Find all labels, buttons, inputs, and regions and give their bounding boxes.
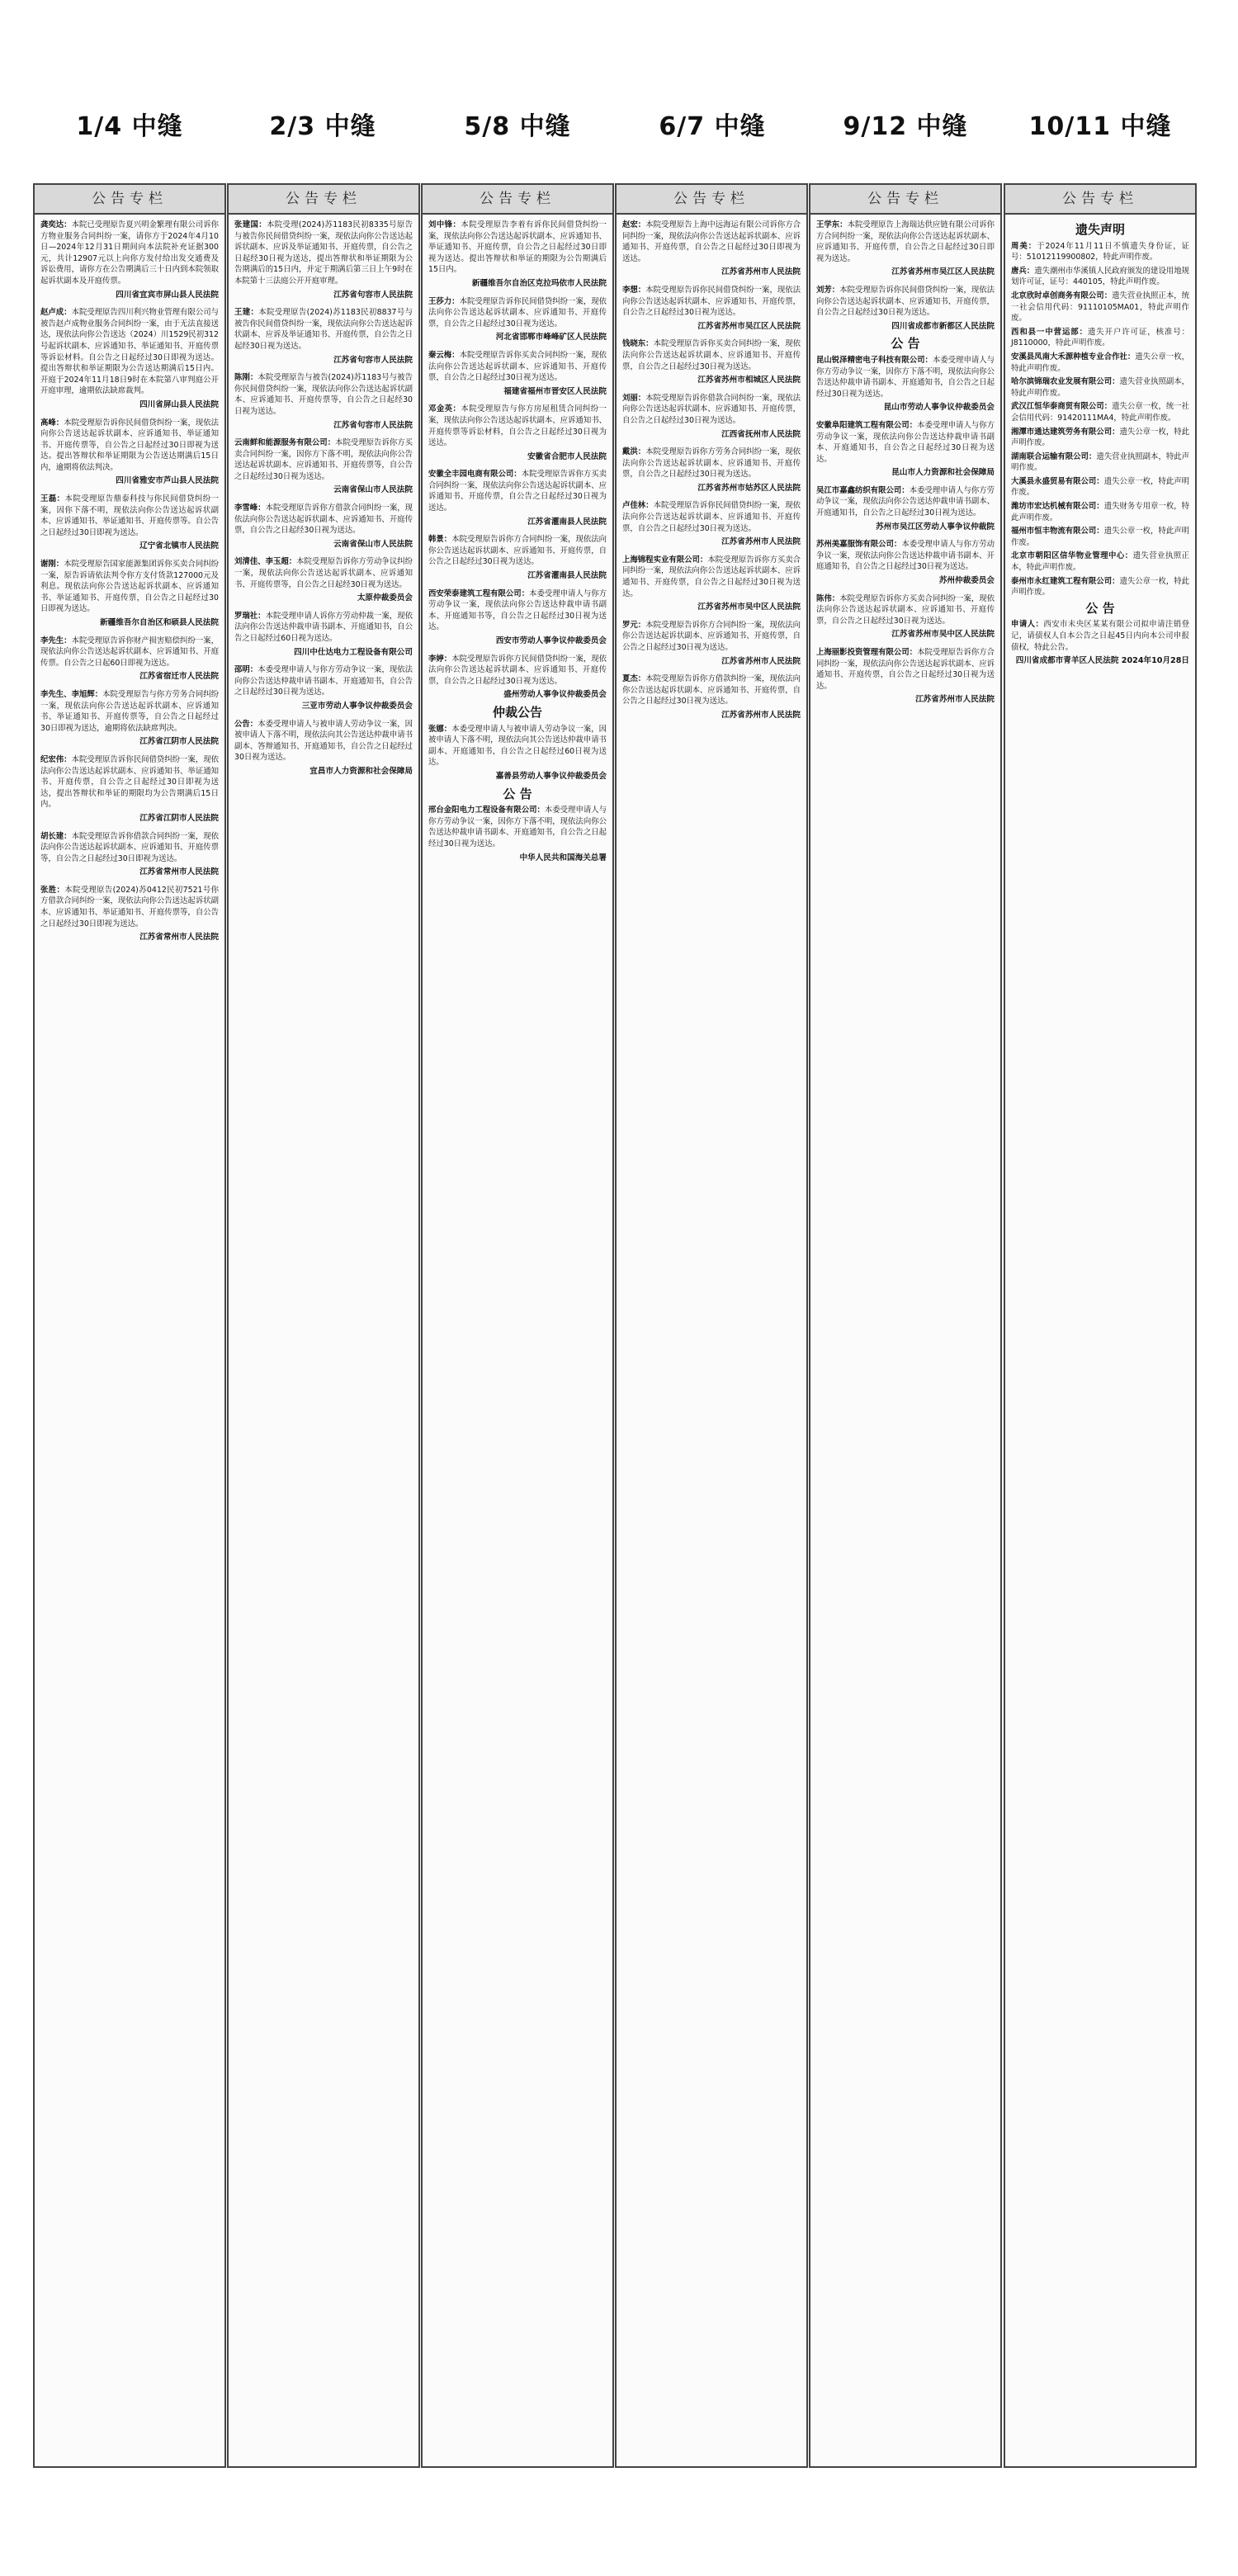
- notice-text: 本院受理原告诉你借款合同纠纷一案，现依法向你公告送达起诉状副本、应诉通知书、开庭传票等，自公告之日起经过30日即视为送达。: [40, 831, 219, 863]
- notice-addressee: 张娜：: [428, 724, 452, 734]
- notice-addressee: 李婷：: [428, 654, 452, 664]
- notice-text: 本院受理原告(2024)苏1183民初8837号与被告你民间借贷纠纷一案，现依法向你公告送达起诉状副本、应诉及举证通知书、开庭传票，自公告之日起经30日视为送达。: [234, 308, 413, 351]
- notice-text: 本委受理申请人与你方劳动争议一案，现依法向你公告送达仲裁申请书副本、开庭通知书，自公告之日起经过30日视为送达。: [234, 665, 413, 697]
- notice-paragraph: [428, 220, 607, 276]
- notice-paragraph: [1011, 619, 1189, 653]
- notice-issuer: 江苏省苏州市吴江区人民法院: [697, 321, 801, 331]
- heading-6-7: 6/7 中缝: [659, 112, 766, 141]
- notice-paragraph: [40, 220, 219, 287]
- notice-addressee: 哈尔滨锦瑞农业发展有限公司：: [1011, 377, 1120, 387]
- notice-text: 西安市未央区某某有限公司拟申请注销登记，请债权人自本公告之日起45日内向本公司申报债权，特此公告。: [1011, 620, 1189, 652]
- notice-addressee: 云南鲜和能源服务有限公司：: [234, 438, 336, 448]
- notice-paragraph: [234, 372, 413, 417]
- notice-paragraph: [428, 724, 607, 768]
- notice-paragraph: [622, 393, 801, 427]
- notice-addressee: 刘丽：: [622, 393, 646, 403]
- notice-paragraph: [1011, 526, 1189, 548]
- notice-addressee: 上海丽影投资管理有限公司：: [816, 648, 918, 657]
- notice-paragraph: [1011, 551, 1189, 573]
- strip-body: [423, 215, 612, 875]
- notice-text: 遗失财务专用章一枚，特此声明作废。: [1011, 502, 1189, 522]
- notice-paragraph: [428, 404, 607, 448]
- notice-addressee: 湘潭市通达建筑劳务有限公司：: [1011, 427, 1120, 437]
- notice-text: 本委受理申请人与你方劳动争议一案，现依法向你公告送达仲裁申请书副本、开庭通知书，自公告之日起经过30日视为送达。: [816, 485, 995, 518]
- notice-addressee: 安溪县凤南大禾源种植专业合作社：: [1011, 352, 1136, 362]
- notice-text: 本院受理原告诉你买卖合同纠纷一案，现依法向你公告送达起诉状副本、应诉通知书、开庭传票，自公告之日起经过30日视为送达。: [622, 339, 801, 371]
- notice-text: 本院受理原告上海瑞达供应链有限公司诉你方合同纠纷一案，现依法向你公告送达起诉状副本、应诉通知书、开庭传票，自公告之日起经过30日即视为送达。: [816, 220, 995, 263]
- notice-text: 本院受理原告诉你方合同纠纷一案，现依法向你公告送达起诉状副本、应诉通知书、开庭传票，自公告之日起经过30日视为送达。: [816, 648, 995, 691]
- notice-addressee: 罗瑞社：: [234, 611, 266, 621]
- notice-issuer: 安徽省合肥市人民法院: [527, 451, 607, 461]
- notice-paragraph: [428, 350, 607, 384]
- notice-paragraph: [622, 220, 801, 264]
- notice-addressee: 龚奕达：: [40, 220, 72, 229]
- strip-title: 公告专栏: [1005, 185, 1195, 215]
- notice-issuer: 四川省雅安市芦山县人民法院: [116, 476, 219, 486]
- notice-addressee: 唐兵：: [1011, 266, 1035, 276]
- heading-10-11: 10/11 中缝: [1028, 112, 1172, 141]
- notice-text: 本院受理原告四川利兴物业管理有限公司与被告赵卢成物业服务合同纠纷一案，由于无法直接送达，现依法向你公告送达（2024）川1529民初312号起诉状副本、应诉通知书、举证通知书、开庭传票等诉讼材料。自公告之日起经过30日即视为送达。提出答辩状和举证期限为公告送达期满后15日内。开庭于2024年11月18日9时在本院第八审判庭公开开庭审理，逾期依法缺席裁判。: [40, 308, 219, 396]
- notice-issuer: 江苏省苏州市姑苏区人民法院: [697, 483, 801, 493]
- notice-paragraph: [1011, 291, 1189, 324]
- notice-subtitle: 公 告: [1085, 600, 1115, 616]
- notice-text: 本院受理原告国家能源集团诉你买卖合同纠纷一案，原告诉请依法判令你方支付货款127000元及利息。现依法向你公告送达起诉状副本、应诉通知书、举证通知书、开庭传票，自公告之日起经过30日即视为送达。: [40, 560, 219, 614]
- strip-body: [229, 215, 418, 789]
- notice-text: 本院受理原告诉你民间借贷纠纷一案，现依法向你公告送达起诉状副本、应诉通知书、开庭传票，自公告之日起经过30日视为送达。: [622, 501, 801, 533]
- notice-paragraph: [622, 500, 801, 534]
- notice-text: 本院已受理原告夏兴明金繁理有限公司诉你方物业服务合同纠纷一案，请你方于2024年4月10日—2024年12月31日期间向本法院补充证据300元，共计12907元以上向你方发付给出发交通费及诉讼费用，请你方在公告期满后三十日内到本院领取起诉状副本及开庭传票。: [40, 220, 219, 286]
- notice-addressee: 李想：: [622, 285, 646, 295]
- notice-addressee: 西安荣泰建筑工程有限公司：: [428, 588, 530, 598]
- notice-text: 遗失营业执照副本，特此声明作废。: [1011, 451, 1189, 473]
- notice-paragraph: [40, 831, 219, 865]
- notice-paragraph: [234, 556, 413, 590]
- notice-addressee: 谢刚：: [40, 560, 64, 570]
- notice-paragraph: [816, 539, 995, 573]
- notice-issuer: 云南省保山市人民法院: [333, 485, 413, 495]
- notice-paragraph: [816, 647, 995, 692]
- notice-addressee: 刘芳：: [816, 285, 840, 295]
- notice-addressee: 湖南联合运输有限公司：: [1011, 451, 1097, 461]
- notice-paragraph: [816, 220, 995, 264]
- notice-addressee: 邢台金阳电力工程设备有限公司：: [428, 806, 545, 815]
- notice-text: 本委受理申请人与你方劳动争议一案，现依法向你公告送达仲裁申请书副本、开庭通知书，自公告之日起经过30日视为送达。: [816, 540, 995, 572]
- notice-paragraph: [1011, 501, 1189, 523]
- notice-paragraph: [1011, 476, 1189, 499]
- notice-text: 本院受理原告诉你财产损害赔偿纠纷一案，现依法向你公告送达起诉状副本、应诉通知书、开庭传票。自公告之日起60日即视为送达。: [40, 636, 219, 668]
- notice-subtitle: 遗失声明: [1075, 222, 1125, 237]
- strip-body: [35, 215, 224, 955]
- notice-text: 本院受理原告诉你借款合同纠纷一案，现依法向你公告送达起诉状副本、应诉通知书、开庭传票，自公告之日起经过30日视为送达。: [622, 393, 801, 425]
- notice-issuer: 新疆维吾尔自治区克拉玛依市人民法院: [471, 278, 607, 288]
- notice-paragraph: [1011, 401, 1189, 423]
- notice-text: 遗失公章一枚，特此声明作废。: [1011, 527, 1189, 547]
- notice-text: 遗失公章一枚，特此声明作废。: [1011, 476, 1189, 498]
- notice-issuer: 江苏省句容市人民法院: [333, 420, 413, 430]
- notice-issuer: 福建省福州市晋安区人民法院: [503, 386, 607, 396]
- notice-paragraph: [1011, 451, 1189, 474]
- notice-subtitle: 公 告: [891, 336, 920, 352]
- notice-text: 本院受理原告诉你民间借贷纠纷一案，现依法向你公告送达起诉状副本、应诉通知书、开庭传票，自公告之日起经过30日视为送达。: [622, 285, 801, 318]
- notice-addressee: 安徽阜阳建筑工程有限公司：: [816, 420, 918, 430]
- notice-addressee: 赵卢成：: [40, 308, 72, 318]
- notice-addressee: 陈刚：: [234, 373, 258, 383]
- notice-issuer: 江苏省江阴市人民法院: [139, 737, 219, 747]
- notice-paragraph: [234, 664, 413, 698]
- notice-issuer: 昆山市人力资源和社会保障局: [891, 468, 995, 478]
- notice-paragraph: [1011, 576, 1189, 598]
- notice-strip-4: [615, 183, 808, 2468]
- notice-text: 遗失公章一枚，特此声明作废。: [1011, 427, 1189, 448]
- notice-paragraph: [816, 485, 995, 519]
- notice-paragraph: [622, 338, 801, 372]
- notice-text: 本委受理申请人与你方劳动争议一案，因你方下落不明，现依法向你公告送达仲裁申请书副本、开庭通知书，自公告之日起经过30日视为送达。: [816, 355, 995, 399]
- notice-paragraph: [234, 503, 413, 536]
- heading-5-8: 5/8 中缝: [464, 112, 571, 141]
- notice-issuer: 河北省邯郸市峰峰矿区人民法院: [495, 333, 607, 343]
- notice-addressee: 潍坊市宏达机械有限公司：: [1011, 502, 1104, 512]
- notice-text: 本院受理原告诉你民间借贷纠纷一案，现依法向你公告送达起诉状副本、应诉通知书、开庭传票，自公告之日起经过30日视为送达。: [428, 296, 607, 328]
- notice-issuer: 苏州市吴江区劳动人事争议仲裁院: [876, 522, 995, 532]
- notice-addressee: 武汉江恒华泰商贸有限公司：: [1011, 402, 1113, 412]
- notice-issuer: 盛州劳动人事争议仲裁委员会: [503, 690, 607, 700]
- notice-text: 本院受理申请人诉你方劳动仲裁一案，现依法向你公告送达仲裁申请书副本、开庭通知书，自公告之日起经过60日视为送达。: [234, 611, 413, 643]
- notice-paragraph: [234, 611, 413, 645]
- notice-paragraph: [40, 307, 219, 397]
- notice-issuer: 四川省宜宾市屏山县人民法院: [116, 290, 219, 300]
- notice-text: 遗失公章一枚，统一社会信用代码：91420111MA4，特此声明作废。: [1011, 402, 1189, 423]
- notice-text: 本院受理原告诉你买卖合同纠纷一案，现依法向你公告送达起诉状副本、应诉通知书、开庭传票，自公告之日起经过30日视为送达。: [428, 350, 607, 383]
- notice-addressee: 邓金英：: [428, 404, 461, 414]
- notice-paragraph: [1011, 241, 1189, 263]
- notice-text: 本院受理原告李着有诉你民间借贷纠纷一案，现依法向你公告送达起诉状副本、应诉通知书、举证通知书、开庭传票，自公告之日起经过30日即视为送达。提出答辩状和举证的期限为公告期满后15日内。: [428, 220, 607, 275]
- notice-text: 遗失公章一枚，特此声明作废。: [1011, 576, 1189, 598]
- notice-text: 本院受理原告诉你民间借贷纠纷一案，现依法向你公告送达起诉状副本、应诉通知书、举证通知书、开庭传票，自公告之日起经过30日即视为送达，提出答辩状和举证的期限均为公告期满后15日内。: [40, 754, 219, 810]
- notice-text: 本院受理原告鼎泰科技与你民间借贷纠纷一案，因你下落不明，现依法向你公告送达起诉状副本、应诉通知书、举证通知书、开庭传票等。自公告之日起经过30日即视为送达。: [40, 494, 219, 537]
- notice-addressee: 上海锦程实业有限公司：: [622, 555, 708, 565]
- notice-text: 遗失潮州市华溪镇人民政府颁发的建设用地规划许可证，证号：440105，特此声明作废。: [1011, 266, 1189, 287]
- notice-addressee: 纪宏伟：: [40, 754, 72, 764]
- heading-9-12: 9/12 中缝: [843, 112, 968, 141]
- notice-addressee: 吴江市嘉鑫纺织有限公司：: [816, 485, 910, 495]
- notice-paragraph: [40, 885, 219, 929]
- notice-paragraph: [40, 689, 219, 734]
- notice-addressee: 王磊：: [40, 494, 65, 504]
- notice-text: 本院受理原告与你方劳务合同纠纷一案，现依法向你公告送达起诉状副本、应诉通知书、举证通知书、开庭传票等，自公告之日起经过30日即视为送达，逾期将依法缺席判决。: [40, 689, 219, 733]
- notice-paragraph: [428, 805, 607, 849]
- notice-paragraph: [40, 559, 219, 615]
- heading-1-4: 1/4 中缝: [76, 112, 183, 141]
- notice-issuer: 四川中仕达电力工程设备有限公司: [294, 647, 413, 657]
- notice-text: 本院受理原告诉你方买卖合同纠纷一案，现依法向你公告送达起诉状副本、应诉通知书、开庭传票，自公告之日起经过30日视为送达。: [622, 555, 801, 598]
- notice-text: 本院受理原告诉你方借款纠纷一案，现依法向你公告送达起诉状副本、应诉通知书、开庭传票，自公告之日起经过30日视为送达。: [622, 674, 801, 707]
- notice-issuer: 四川省成都市青羊区人民法院 2024年10月28日: [1015, 656, 1189, 666]
- notice-text: 遗失营业执照正本，统一社会信用代码：91110105MA01，特此声明作废。: [1011, 291, 1189, 324]
- notice-addressee: 邵明：: [234, 665, 258, 675]
- strip-body: [617, 215, 806, 733]
- notice-addressee: 昆山锐泽精密电子科技有限公司：: [816, 355, 933, 365]
- notice-addressee: 北京市朝阳区信华物业管理中心：: [1011, 551, 1133, 561]
- strip-title: 公告专栏: [423, 185, 612, 215]
- notice-paragraph: [428, 654, 607, 688]
- notice-addressee: 钱晓东：: [622, 339, 654, 349]
- notice-issuer: 四川省屏山县人民法院: [139, 399, 219, 409]
- notice-text: 本委受理申请人与你方劳动争议一案，现依法向你公告送达仲裁申请书副本、开庭通知书，自公告之日起经过30日视为送达。: [816, 420, 995, 464]
- notice-addressee: 李先生：: [40, 636, 72, 645]
- notice-issuer: 昆山市劳动人事争议仲裁委员会: [883, 403, 995, 413]
- notice-addressee: 福州市恒丰物流有限公司：: [1011, 527, 1104, 536]
- notice-issuer: 江苏省苏州市人民法院: [721, 710, 801, 720]
- notice-issuer: 江苏省苏州市吴中区人民法院: [697, 603, 801, 612]
- notice-paragraph: [816, 355, 995, 399]
- notice-addressee: 卢佳林：: [622, 501, 654, 511]
- notice-addressee: 安徽全丰园电商有限公司：: [428, 470, 522, 480]
- notice-issuer: 宜昌市人力资源和社会保障局: [310, 766, 413, 776]
- notice-issuer: 中华人民共和国海关总署: [519, 853, 607, 863]
- notice-paragraph: [234, 307, 413, 352]
- notice-text: 本院受理原告诉你方买卖合同纠纷一案，因你方下落不明，现依法向你公告送达起诉状副本、应诉通知书、开庭传票等，自公告之日起经过30日视为送达。: [234, 438, 413, 481]
- notice-paragraph: [1011, 266, 1189, 288]
- notice-paragraph: [40, 494, 219, 538]
- notice-issuer: 辽宁省北镇市人民法院: [139, 541, 219, 551]
- notice-issuer: 江苏省苏州市人民法院: [915, 695, 995, 705]
- notice-paragraph: [622, 674, 801, 707]
- notice-paragraph: [234, 437, 413, 482]
- notice-text: 遗失开户许可证，核准号：J8110000，特此声明作废。: [1011, 327, 1189, 348]
- notice-issuer: 江苏省苏州市人民法院: [721, 267, 801, 277]
- notice-issuer: 太原仲裁委员会: [357, 593, 413, 603]
- notice-paragraph: [234, 719, 413, 763]
- notice-paragraph: [428, 588, 607, 633]
- strip-title: 公告专栏: [617, 185, 806, 215]
- notice-text: 本院受理原告诉你方合同纠纷一案，现依法向你公告送达起诉状副本、应诉通知书、开庭传票，自公告之日起经过30日视为送达。: [622, 620, 801, 652]
- notice-text: 本委受理申请人与被申请人劳动争议一案，因被申请人下落不明，现依法向其公告送达仲裁申请书副本、开庭通知书，自公告之日起经过60日视为送达。: [428, 724, 607, 768]
- notice-issuer: 江苏省苏州市人民法院: [721, 537, 801, 547]
- notice-issuer: 江苏省灌南县人民法院: [527, 571, 607, 581]
- notice-paragraph: [622, 447, 801, 480]
- notice-text: 遗失公章一枚，特此声明作废。: [1011, 352, 1189, 373]
- notice-strip-5: [809, 183, 1002, 2468]
- notice-text: 于2024年11月11日不慎遗失身份证，证号：51012119900802，特此声明作废。: [1011, 241, 1189, 262]
- notice-text: 本院受理原告(2024)苏0412民初7521号你方借款合同纠纷一案，现依法向你公告送达起诉状副本、应诉通知书、举证通知书、开庭传票等，自公告之日起经过30日即视为送达。: [40, 885, 219, 929]
- notice-issuer: 云南省保山市人民法院: [333, 539, 413, 549]
- notice-text: 本院受理(2024)苏1183民初8335号原告与被告你民间借贷纠纷一案，现依法向你公告送达起诉状副本、应诉及举证通知书、开庭传票，自公告之日起经30日视为送达，提出答辩状和举证期限为公告期满后的15日内，并定于期满后第三日上午9时在本院第十三法庭公开开庭审理。: [234, 220, 413, 286]
- notice-addressee: 申请人：: [1011, 620, 1044, 630]
- notice-addressee: 胡长建：: [40, 831, 72, 841]
- notice-text: 遗失营业执照正本，特此声明作废。: [1011, 551, 1189, 573]
- notice-text: 本委受理申请人与你方劳动争议一案，因你方下落不明，现依法向你公告送达仲裁申请书副本、开庭通知书，自公告之日起经过30日视为送达。: [428, 806, 607, 848]
- notice-text: 本委受理申请人与被申请人劳动争议一案，因被申请人下落不明，现依法向其公告送达仲裁申请书副本、答辩通知书、开庭通知书，自公告之日起经过30日视为送达。: [234, 719, 413, 763]
- notice-text: 本院受理原告诉你方劳务合同纠纷一案，现依法向你公告送达起诉状副本、应诉通知书、开庭传票，自公告之日起经过30日视为送达。: [622, 447, 801, 480]
- notice-addressee: 戴洪：: [622, 447, 646, 457]
- strip-title: 公告专栏: [229, 185, 418, 215]
- notice-strip-3: [421, 183, 614, 2468]
- notice-addressee: 张胜：: [40, 885, 65, 895]
- notice-paragraph: [622, 285, 801, 319]
- notice-paragraph: [40, 418, 219, 474]
- notice-addressee: 韩景：: [428, 535, 452, 545]
- notice-strip-1: [33, 183, 226, 2468]
- notice-addressee: 大溪县永盛贸易有限公司：: [1011, 476, 1104, 486]
- notice-issuer: 江苏省江阴市人民法院: [139, 813, 219, 823]
- notice-paragraph: [1011, 352, 1189, 374]
- notice-issuer: 三亚市劳动人事争议仲裁委员会: [301, 701, 413, 711]
- notice-text: 本院受理原告与你方房屋租赁合同纠纷一案，现依法向你公告送达起诉状副本、应诉通知书、开庭传票等诉讼材料，自公告之日起经过30日视为送达。: [428, 404, 607, 448]
- strip-body: [810, 215, 1000, 717]
- strip-body: [1005, 215, 1195, 678]
- notice-text: 本院受理原告诉你民间借贷纠纷一案，现依法向你公告送达起诉状副本、应诉通知书、开庭传票，自公告之日起经过30日视为送达。: [816, 285, 995, 318]
- notice-issuer: 嘉善县劳动人事争议仲裁委员会: [495, 771, 607, 781]
- notice-issuer: 江苏省苏州市人民法院: [721, 656, 801, 666]
- notice-issuer: 江苏省句容市人民法院: [333, 290, 413, 300]
- notice-paragraph: [622, 620, 801, 654]
- notice-issuer: 江苏省句容市人民法院: [333, 355, 413, 365]
- notice-issuer: 苏州仲裁委员会: [938, 576, 995, 586]
- notice-paragraph: [428, 296, 607, 330]
- notice-paragraph: [1011, 376, 1189, 399]
- notice-paragraph: [816, 285, 995, 319]
- strip-title: 公告专栏: [35, 185, 224, 215]
- notice-subtitle: 仲裁公告: [492, 704, 542, 720]
- notice-text: 本院受理原告诉你方买卖合同纠纷一案，现依法向你公告送达起诉状副本、应诉通知书、开庭传票，自公告之日起经过30日视为送达。: [428, 470, 607, 513]
- notice-addressee: 秦云梅：: [428, 350, 460, 360]
- notice-addressee: 李雪峰：: [234, 503, 266, 513]
- notice-addressee: 西和县一中营运部：: [1011, 327, 1088, 337]
- notice-addressee: 北京欣时卓创商务有限公司：: [1011, 291, 1113, 300]
- notice-paragraph: [40, 754, 219, 811]
- notice-addressee: 夏杰：: [622, 674, 646, 684]
- notice-paragraph: [40, 636, 219, 669]
- heading-2-3: 2/3 中缝: [269, 112, 376, 141]
- notice-issuer: 江苏省常州市人民法院: [139, 933, 219, 943]
- notice-addressee: 赵宏：: [622, 220, 646, 229]
- notice-addressee: 刘清佳、李玉超：: [234, 557, 297, 567]
- notice-subtitle: 公 告: [503, 786, 532, 801]
- notice-issuer: 江苏省宿迁市人民法院: [139, 672, 219, 682]
- notice-addressee: 苏州美嘉服饰有限公司：: [816, 540, 902, 550]
- notice-addressee: 高峰：: [40, 418, 64, 428]
- notice-issuer: 新疆维吾尔自治区和硕县人民法院: [100, 618, 219, 627]
- notice-issuer: 江苏省灌南县人民法院: [527, 517, 607, 527]
- notice-strip-2: [227, 183, 420, 2468]
- notice-paragraph: [816, 420, 995, 465]
- notice-paragraph: [234, 220, 413, 287]
- notice-paragraph: [428, 469, 607, 513]
- notice-issuer: 四川省成都市新都区人民法院: [891, 321, 995, 331]
- notice-text: 本院受理原告诉你方买卖合同纠纷一案，现依法向你公告送达起诉状副本、应诉通知书、开庭传票，自公告之日起经过30日视为送达。: [816, 593, 995, 626]
- notice-addressee: 王莎力：: [428, 296, 460, 306]
- notice-paragraph: [816, 593, 995, 627]
- notice-addressee: 李先生、李旭辉：: [40, 689, 103, 699]
- notice-issuer: 江苏省苏州市吴中区人民法院: [891, 630, 995, 640]
- notice-issuer: 江西省抚州市人民法院: [721, 429, 801, 439]
- notice-text: 遗失营业执照副本，特此声明作废。: [1011, 377, 1189, 398]
- notice-issuer: 江苏省苏州市相城区人民法院: [697, 376, 801, 385]
- notice-text: 本院受理原告诉你方合同纠纷一案，现依法向你公告送达起诉状副本、应诉通知书、开庭传票，自公告之日起经过30日视为送达。: [428, 535, 607, 567]
- notice-addressee: 罗元：: [622, 620, 646, 630]
- notice-addressee: 公告：: [234, 719, 258, 729]
- notice-paragraph: [1011, 327, 1189, 349]
- notice-addressee: 周美：: [1011, 241, 1037, 251]
- notice-text: 本院受理原告上海中远海运有限公司诉你方合同纠纷一案，现依法向你公告送达起诉状副本、应诉通知书、开庭传票，自公告之日起经过30日即视为送达。: [622, 220, 801, 263]
- notice-addressee: 陈伟：: [816, 593, 840, 603]
- notice-issuer: 西安市劳动人事争议仲裁委员会: [495, 636, 607, 645]
- notice-text: 本院受理原告与被告(2024)苏1183号与被告你民间借贷纠纷一案，现依法向你公告送达起诉状副本、应诉通知书、开庭传票等，自公告之日起经30日视为送达。: [234, 373, 413, 416]
- notice-text: 本院受理原告诉你方劳动争议纠纷一案，现依法向你公告送达起诉状副本、应诉通知书、开庭传票等，自公告之日起经30日视为送达。: [234, 557, 413, 589]
- notice-issuer: 江苏省常州市人民法院: [139, 867, 219, 877]
- notice-text: 本院受理原告诉你方借款合同纠纷一案，现依法向你公告送达起诉状副本、应诉通知书、开庭传票，自公告之日起经30日视为送达。: [234, 503, 413, 536]
- notice-text: 本院受理原告诉你民间借贷纠纷一案，现依法向你公告送达起诉状副本、应诉通知书、举证通知书、开庭传票等，自公告之日起经过30日即视为送达。提出答辩状和举证期限为公告送达期满后15日内，逾期将依法判决。: [40, 418, 219, 472]
- notice-addressee: 王建：: [234, 308, 259, 318]
- notice-paragraph: [622, 555, 801, 599]
- notice-strip-6: [1004, 183, 1197, 2468]
- notice-addressee: 张建国：: [234, 220, 267, 229]
- notice-text: 本院受理原告诉你方民间借贷纠纷一案，现依法向你公告送达起诉状副本、应诉通知书、开庭传票，自公告之日起经过30日视为送达。: [428, 654, 607, 686]
- notice-paragraph: [1011, 427, 1189, 449]
- notice-issuer: 江苏省苏州市吴江区人民法院: [891, 267, 995, 277]
- notice-addressee: 王学东：: [816, 220, 848, 229]
- notice-text: 本委受理申请人与你方劳动争议一案，现依法向你公告送达仲裁申请书副本、开庭通知书等，自公告之日起经过30日视为送达。: [428, 588, 607, 632]
- strip-title: 公告专栏: [810, 185, 1000, 215]
- notice-paragraph: [428, 534, 607, 568]
- notice-addressee: 刘中锋：: [428, 220, 461, 229]
- notice-addressee: 泰州市永红建筑工程有限公司：: [1011, 576, 1120, 586]
